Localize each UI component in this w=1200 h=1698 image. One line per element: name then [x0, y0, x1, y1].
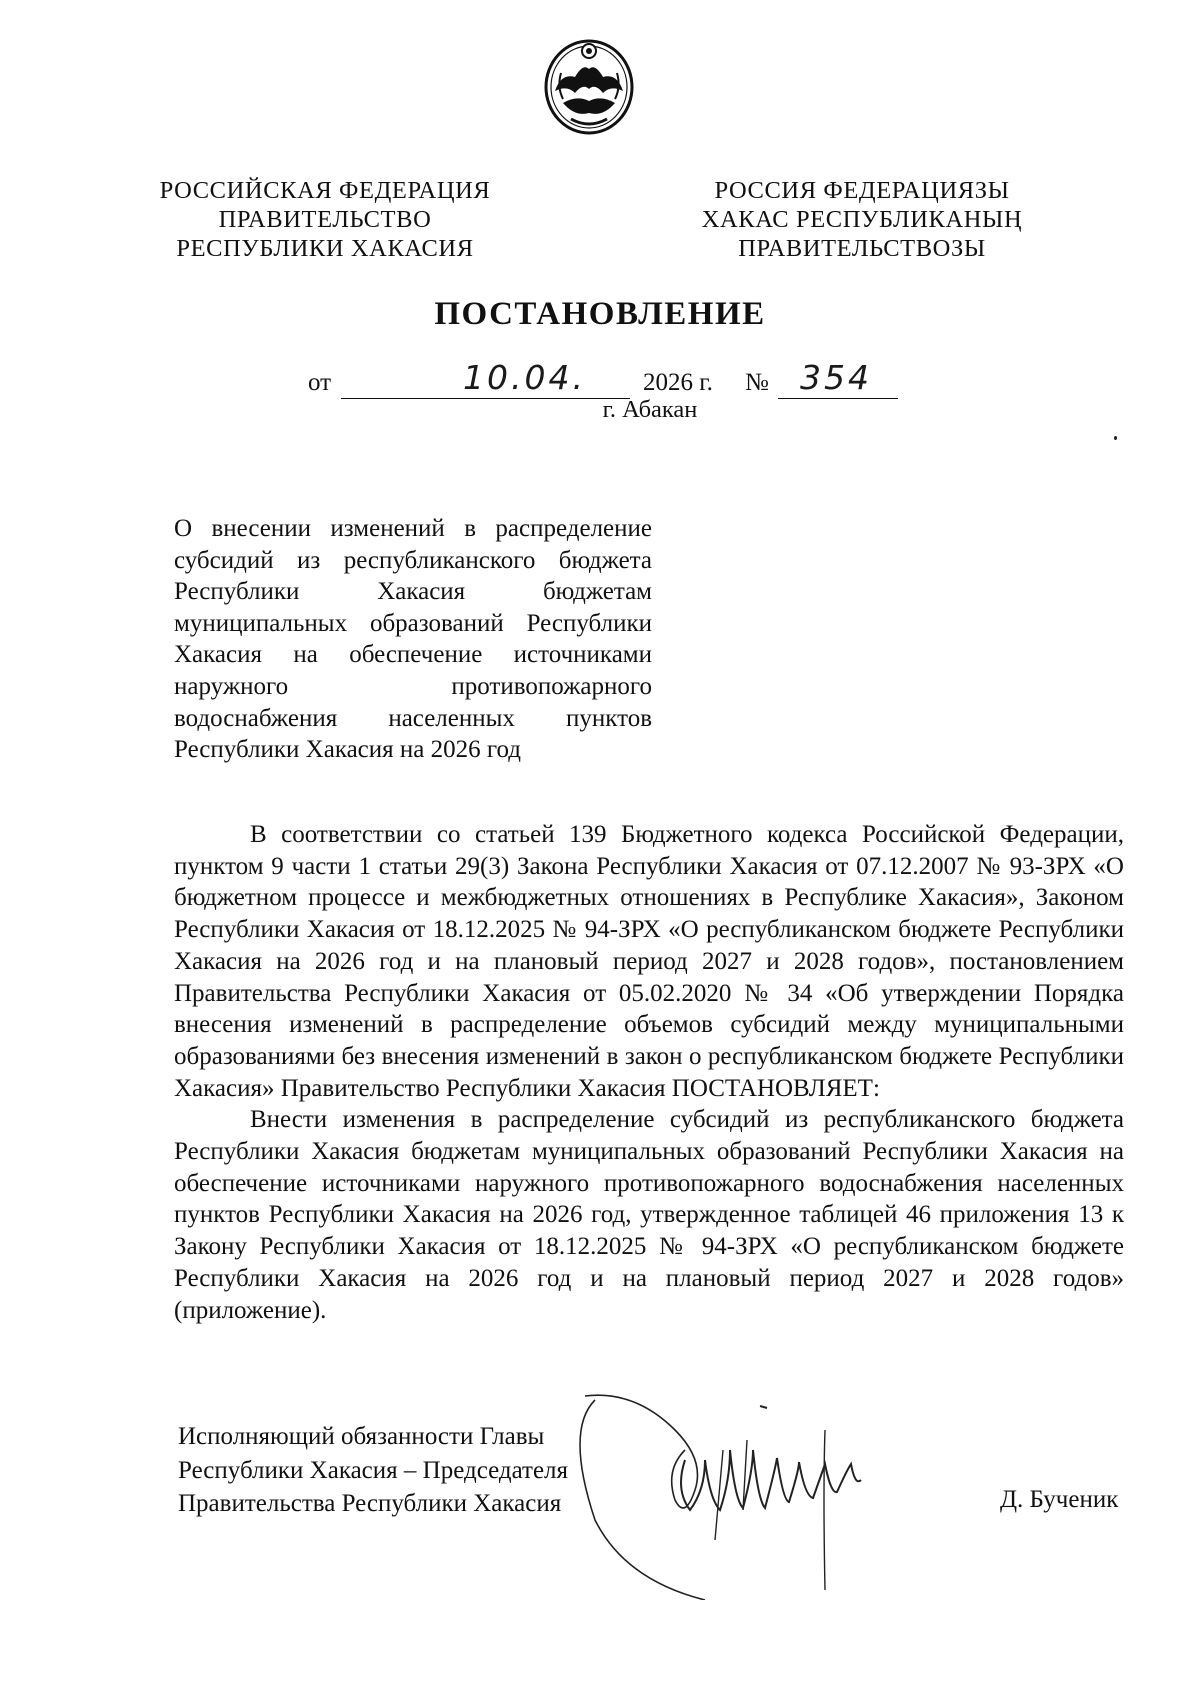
header-right-line: ПРАВИТЕЛЬСТВОЗЫ — [738, 235, 986, 262]
header-left-russian — [140, 176, 510, 263]
signatory-title-line: Исполняющий обязанности Главы — [178, 1423, 545, 1450]
signer-name: Д. Бученик — [1000, 1486, 1119, 1513]
date-handwritten: 10.04. — [463, 358, 586, 397]
number-label: № — [745, 369, 769, 396]
document-subject — [174, 513, 652, 766]
signatory-title-line: Правительства Республики Хакасия — [178, 1490, 562, 1517]
header-left-line: РЕСПУБЛИКИ ХАКАСИЯ — [176, 235, 474, 262]
signatory-title-line: Республики Хакасия – Председателя — [178, 1456, 569, 1484]
signature-icon — [555, 1370, 955, 1600]
document-body — [174, 819, 1124, 1326]
header-left-line: РОССИЙСКАЯ ФЕДЕРАЦИЯ — [159, 177, 491, 204]
body-paragraph: В соответствии со статьей 139 Бюджетного кодекса Российской Федерации, пунктом 9 части 1 статьи 29(3) Закона Республики Хакасия от 07.12.2007 № 93-ЗРХ «О бюджетном процессе и межбюджетных отношениях в Республике Хакасия», Законом Республики Хакасия от 18.12.2025 № 94-ЗРХ «О республиканском бюджете Республики Хакасия на 2026 год и на плановый период 2027 и 2028 годов», постановлением Правительства Республики Хакасия от 05.02.2020 № 34 «Об утверждении Порядка внесения изменений в распределение объемов субсидий между муниципальными образованиями без внесения изменений в закон о республиканском бюджете Республики Хакасия» Правительство Республики Хакасия ПОСТАНОВЛЯЕТ: — [174, 821, 1124, 1102]
subject-text: О внесении изменений в распределение субсидий из республиканского бюджета Республики Хакасия бюджетам муниципальных образований Республики Хакасия на обеспечение источниками наружного противопожарного водоснабжения населенных пунктов Республики Хакасия на 2026 год — [174, 515, 652, 764]
header-right-line: ХАКАС РЕСПУБЛИКАНЫҢ — [701, 206, 1023, 233]
document-type-title: ПОСТАНОВЛЕНИЕ — [434, 296, 766, 332]
header-right-khakas — [672, 176, 1052, 263]
year-label: 2026 г. — [643, 369, 713, 396]
stray-mark — [1114, 436, 1117, 440]
header-left-line: ПРАВИТЕЛЬСТВО — [218, 206, 432, 233]
coat-of-arms-icon — [541, 33, 637, 137]
handwritten-signature — [555, 1370, 955, 1600]
header-right-line: РОССИЯ ФЕДЕРАЦИЯЗЫ — [714, 177, 1010, 204]
city-label: г. Абакан — [602, 396, 698, 423]
body-paragraph: Внести изменения в распределение субсидий из республиканского бюджета Республики Хакасия бюджетам муниципальных образований Республики Хакасия на обеспечение источниками наружного противопожарного водоснабжения населенных пунктов Республики Хакасия на 2026 год, утвержденное таблицей 46 приложения 13 к Закону Республики Хакасия от 18.12.2025 № 94-ЗРХ «О республиканском бюджете Республики Хакасия на 2026 год и на плановый период 2027 и 2028 годов» (приложение). — [174, 1106, 1124, 1324]
number-handwritten: 354 — [800, 358, 872, 397]
signatory-title — [178, 1420, 618, 1521]
date-from-label: от — [308, 369, 332, 396]
coat-of-arms-emblem — [541, 33, 637, 137]
